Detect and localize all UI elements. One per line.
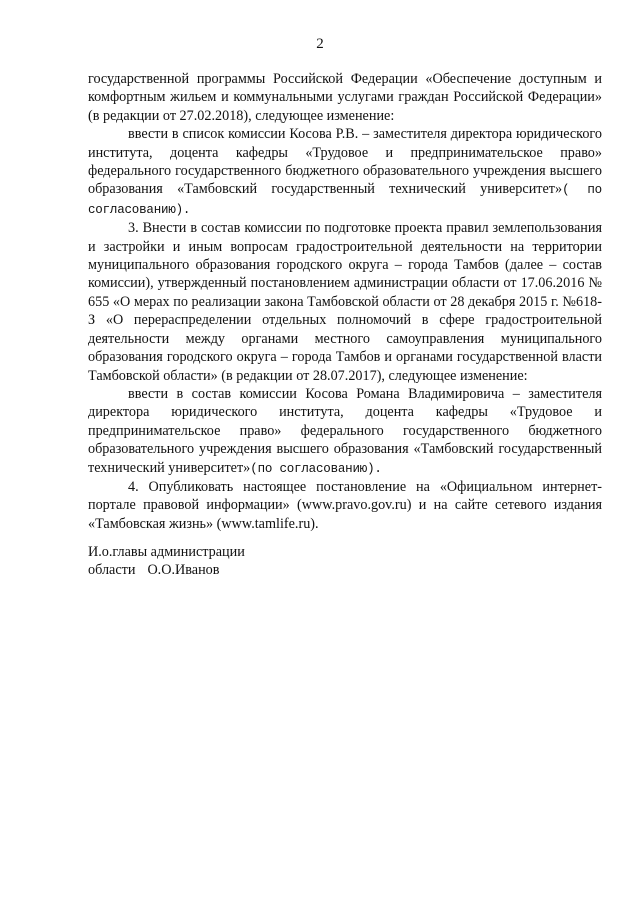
paragraph-add-to-list-text: ввести в список комиссии Косова Р.В. – заместителя директора юридического института, доцента кафедры «Трудовое и предпринимательское право» федерального государственного бюджетного образовательного учреждения высшего образования «Тамбовский государственный технический университет»: [88, 126, 602, 198]
signature-block: [88, 543, 245, 580]
signatory-name: О.О.Иванов: [147, 562, 220, 579]
paragraph-add-to-list: [88, 125, 602, 219]
paragraph-item-3: 3. Внести в состав комиссии по подготовке проекта правил землепользования и застройки и иным вопросам градостроительной деятельности на территории муниципального образования городского округа – города Тамбов (далее – состав комиссии), утвержденный постановлением администрации области от 17.06.2016 № 655 «О мерах по реализации закона Тамбовской области от 28 декабря 2015 г. №618-З «О перераспределении отдельных полномочий в сфере градостроительной деятельности между органами местного самоуправления муниципального образования городского округа – города Тамбов и органами государственной власти Тамбовской области» (в редакции от 28.07.2017), следующее изменение:: [88, 220, 602, 384]
signature-title: И.о.главы администрации: [88, 544, 245, 560]
paragraph-add-to-composition-text: ввести в состав комиссии Косова Романа Владимировича – заместителя директора юридического института, доцента кафедры «Трудовое и предпринимательское право» федерального государственного бюджетного образовательного учреждения высшего образования «Тамбовский государственный технический университет»: [88, 385, 602, 476]
paragraph-program-continuation: государственной программы Российской Федерации «Обеспечение доступным и комфортным жильем и коммунальными услугами граждан Российской Федерации» (в редакции от 27.02.2018), следующее изменение:: [88, 71, 602, 124]
signature-region: области: [88, 562, 136, 579]
document-body: [88, 70, 602, 533]
paragraph-add-to-composition: [88, 385, 602, 478]
signature-line-2: [88, 561, 245, 579]
page-number: 2: [316, 36, 324, 52]
typed-note-agreement-2: (по согласованию).: [250, 461, 382, 476]
paragraph-item-4: 4. Опубликовать настоящее постановление на «Официальном интернет-портале правовой информации» (www.pravo.gov.ru) и на сайте сетевого издания «Тамбовская жизнь» (www.tamlife.ru).: [88, 478, 602, 532]
typed-note-agreement: ( по согласованию).: [88, 183, 602, 217]
